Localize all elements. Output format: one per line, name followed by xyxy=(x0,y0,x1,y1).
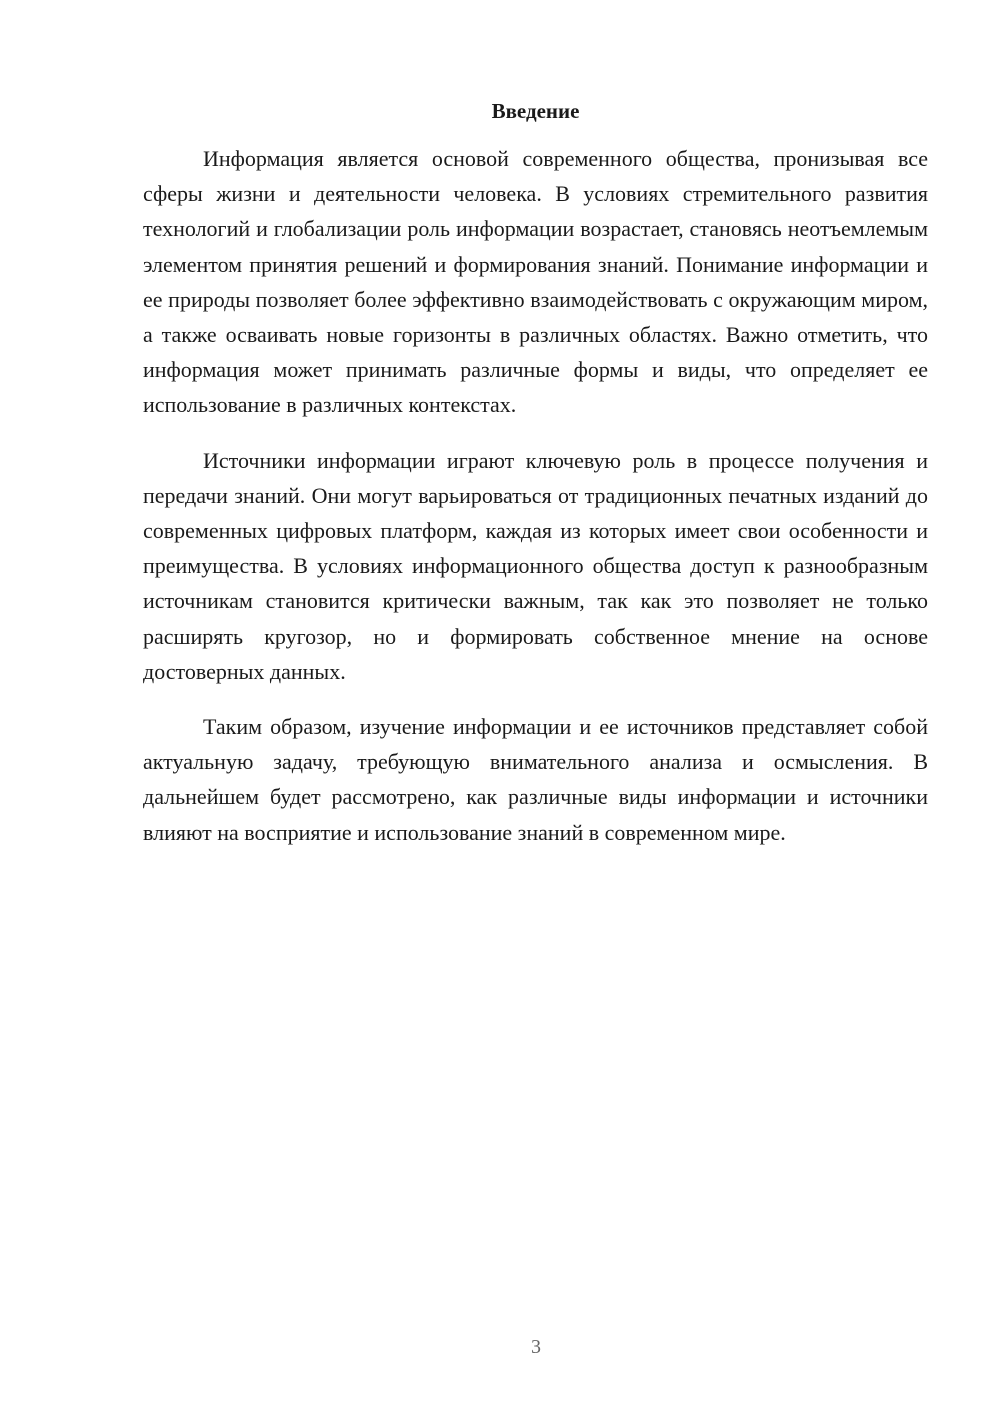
page-title: Введение xyxy=(491,99,580,123)
paragraph-3: Таким образом, изучение информации и ее источников представляет собой актуальную задачу, требующую внимательного анализа и осмысления. В дальнейшем будет рассмотрено, как различные виды информации и источники влияют на восприятие и использование знаний в современном мире. xyxy=(143,714,928,845)
paragraph-2: Источники информации играют ключевую роль в процессе получения и передачи знаний. Они могут варьироваться от традиционных печатных изданий до современных цифровых платформ, каждая из которых имеет свои особенности и преимущества. В условиях информационного общества доступ к разнообразным источникам становится критически важным, так как это позволяет не только расширять кругозор, но и формировать собственное мнение на основе достоверных данных. xyxy=(143,447,928,684)
paragraph-1: Информация является основой современного общества, пронизывая все сферы жизни и деятельности человека. В условиях стремительного развития технологий и глобализации роль информации возрастает, становясь неотъемлемым элементом принятия решений и формирования знаний. Понимание информации и ее природы позволяет более эффективно взаимодействовать с окружающим миром, а также осваивать новые горизонты в различных областях. Важно отметить, что информация может принимать различные формы и виды, что определяет ее использование в различных контекстах. xyxy=(143,146,928,418)
body-text xyxy=(143,141,928,870)
page-number: 3 xyxy=(531,1336,541,1358)
